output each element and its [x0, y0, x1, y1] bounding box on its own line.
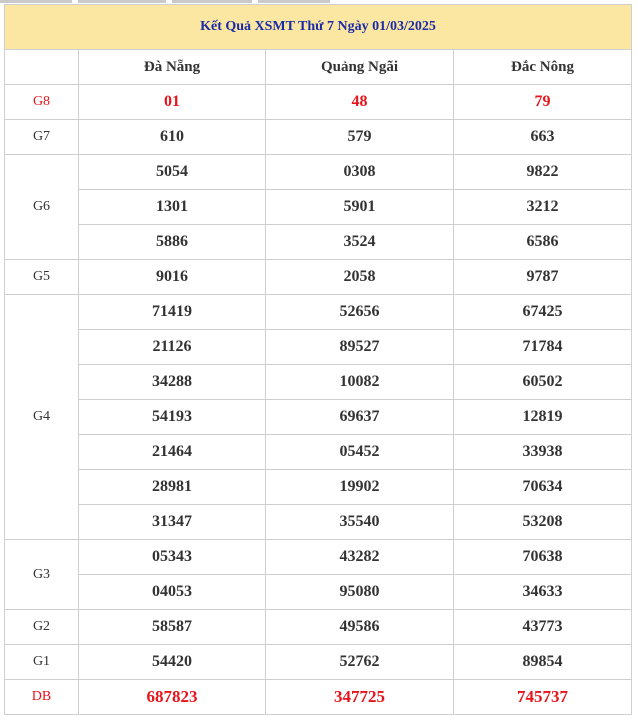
prize-row [5, 225, 632, 260]
result-number: 43282 [266, 540, 454, 575]
result-number: 5886 [79, 225, 266, 260]
result-number: 610 [79, 120, 266, 155]
prize-label: G8 [5, 85, 79, 120]
title-row [5, 5, 632, 50]
result-number: 2058 [266, 260, 454, 295]
result-number: 04053 [79, 575, 266, 610]
result-number: 34288 [79, 365, 266, 400]
result-number: 70638 [454, 540, 632, 575]
prize-row [5, 470, 632, 505]
result-number: 3524 [266, 225, 454, 260]
result-number: 28981 [79, 470, 266, 505]
prize-row [5, 680, 632, 715]
result-number: 52762 [266, 645, 454, 680]
result-number: 35540 [266, 505, 454, 540]
prize-row [5, 365, 632, 400]
result-number: 745737 [454, 680, 632, 715]
prize-header-blank [5, 50, 79, 85]
prize-row [5, 610, 632, 645]
province-header-row [5, 50, 632, 85]
result-number: 71419 [79, 295, 266, 330]
prize-label: G3 [5, 540, 79, 610]
result-number: 58587 [79, 610, 266, 645]
prize-row [5, 330, 632, 365]
result-number: 60502 [454, 365, 632, 400]
result-number: 79 [454, 85, 632, 120]
prize-row [5, 260, 632, 295]
prize-row [5, 540, 632, 575]
prize-row [5, 400, 632, 435]
result-number: 663 [454, 120, 632, 155]
prize-label: G4 [5, 295, 79, 540]
result-number: 3212 [454, 190, 632, 225]
result-number: 5901 [266, 190, 454, 225]
prize-label: G1 [5, 645, 79, 680]
prize-label: G2 [5, 610, 79, 645]
result-number: 12819 [454, 400, 632, 435]
result-number: 43773 [454, 610, 632, 645]
result-number: 34633 [454, 575, 632, 610]
result-number: 69637 [266, 400, 454, 435]
prize-row [5, 85, 632, 120]
province-header: Đà Nẵng [79, 50, 266, 85]
result-number: 5054 [79, 155, 266, 190]
result-number: 9016 [79, 260, 266, 295]
result-number: 687823 [79, 680, 266, 715]
province-header: Quảng Ngãi [266, 50, 454, 85]
result-number: 89527 [266, 330, 454, 365]
lottery-results-table [4, 4, 632, 715]
result-number: 95080 [266, 575, 454, 610]
result-number: 54193 [79, 400, 266, 435]
result-number: 347725 [266, 680, 454, 715]
result-number: 579 [266, 120, 454, 155]
prize-row [5, 295, 632, 330]
result-number: 05452 [266, 435, 454, 470]
result-number: 0308 [266, 155, 454, 190]
result-number: 49586 [266, 610, 454, 645]
prize-label: G5 [5, 260, 79, 295]
results-body [5, 85, 632, 715]
result-number: 31347 [79, 505, 266, 540]
province-header: Đắc Nông [454, 50, 632, 85]
tab-4[interactable] [258, 0, 330, 3]
tab-3[interactable] [172, 0, 252, 3]
result-number: 01 [79, 85, 266, 120]
result-number: 21126 [79, 330, 266, 365]
prize-row [5, 435, 632, 470]
result-number: 71784 [454, 330, 632, 365]
results-container [4, 4, 631, 715]
result-number: 89854 [454, 645, 632, 680]
result-number: 54420 [79, 645, 266, 680]
tab-1[interactable] [0, 0, 72, 3]
result-number: 70634 [454, 470, 632, 505]
prize-row [5, 505, 632, 540]
prize-row [5, 120, 632, 155]
result-number: 53208 [454, 505, 632, 540]
prize-label: DB [5, 680, 79, 715]
tab-2[interactable] [78, 0, 166, 3]
prize-row [5, 190, 632, 225]
result-number: 48 [266, 85, 454, 120]
prize-label: G6 [5, 155, 79, 260]
result-number: 05343 [79, 540, 266, 575]
result-number: 21464 [79, 435, 266, 470]
prize-label: G7 [5, 120, 79, 155]
result-number: 10082 [266, 365, 454, 400]
prize-row [5, 645, 632, 680]
result-number: 9822 [454, 155, 632, 190]
result-number: 19902 [266, 470, 454, 505]
result-number: 6586 [454, 225, 632, 260]
result-number: 1301 [79, 190, 266, 225]
prize-row [5, 575, 632, 610]
result-number: 52656 [266, 295, 454, 330]
result-number: 67425 [454, 295, 632, 330]
result-number: 9787 [454, 260, 632, 295]
results-title: Kết Quả XSMT Thứ 7 Ngày 01/03/2025 [5, 5, 632, 50]
result-number: 33938 [454, 435, 632, 470]
prize-row [5, 155, 632, 190]
